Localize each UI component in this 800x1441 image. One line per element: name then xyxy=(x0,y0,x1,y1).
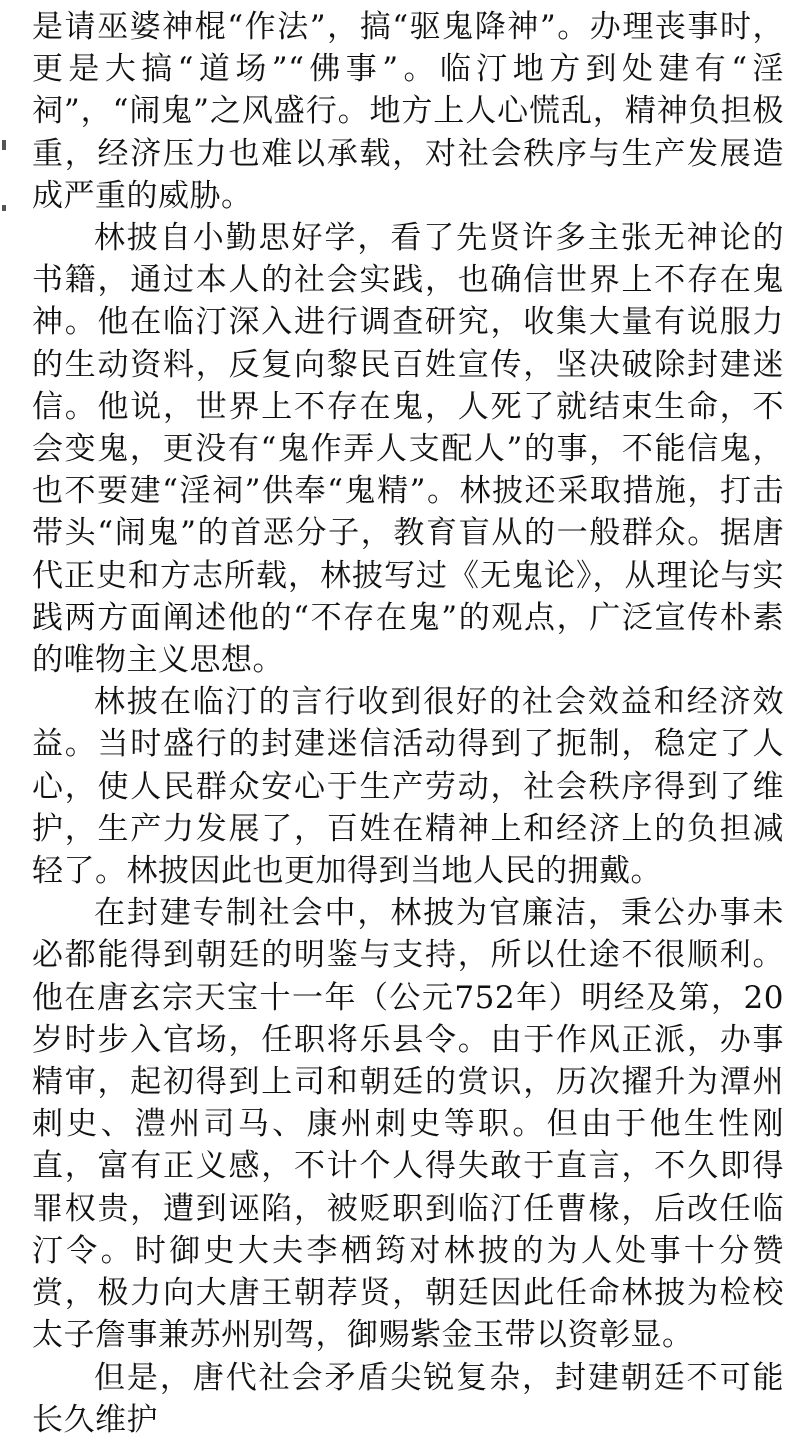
margin-scan-mark xyxy=(2,140,6,150)
paragraph-benefits: 林披在临汀的言行收到很好的社会效益和经济效益。当时盛行的封建迷信活动得到了扼制，稳定了人心，使人民群众安心于生产劳动，社会秩序得到了维护，生产力发展了，百姓在精神上和经济上的负担减轻了。林披因此也更加得到当地人民的拥戴。 xyxy=(32,684,784,890)
margin-scan-mark xyxy=(2,205,6,211)
document-body xyxy=(32,6,784,1441)
paragraph-continuation: 是请巫婆神棍“作法”，搞“驱鬼降神”。办理丧事时，更是大搞“道场”“佛事”。临汀地方到处建有“淫祠”，“闹鬼”之风盛行。地方上人心慌乱，精神负担极重，经济压力也难以承载，对社会秩序与生产发展造成严重的威胁。 xyxy=(32,9,784,214)
paragraph-final: 但是，唐代社会矛盾尖锐复杂，封建朝廷不可能长久维护 xyxy=(32,1359,784,1438)
paragraph-atheism: 林披自小勤思好学，看了先贤许多主张无神论的书籍，通过本人的社会实践，也确信世界上不存在鬼神。他在临汀深入进行调查研究，收集大量有说服力的生动资料，反复向黎民百姓宣传，坚决破除封建迷信。他说，世界上不存在鬼，人死了就结束生命，不会变鬼，更没有“鬼作弄人支配人”的事，不能信鬼，也不要建“淫祠”供奉“鬼精”。林披还采取措施，打击带头“闹鬼”的首恶分子，教育盲从的一般群众。据唐代正史和方志所载，林披写过《无鬼论》，从理论与实践两方面阐述他的“不存在鬼”的观点，广泛宣传朴素的唯物主义思想。 xyxy=(32,220,784,679)
paragraph-career: 在封建专制社会中，林披为官廉洁，秉公办事未必都能得到朝廷的明鉴与支持，所以仕途不很顺利。他在唐玄宗天宝十一年（公元752年）明经及第，20岁时步入官场，任职将乐县令。由于作风正派，办事精审，起初得到上司和朝廷的赏识，历次擢升为潭州刺史、澧州司马、康州刺史等职。但由于他生性刚直，富有正义感，不计个人得失敢于直言，不久即得罪权贵，遭到诬陷，被贬职到临汀任曹椽，后改任临汀令。时御史大夫李栖筠对林披的为人处事十分赞赏，极力向大唐王朝荐贤，朝廷因此任命林披为检校太子詹事兼苏州别驾，御赐紫金玉带以资彰显。 xyxy=(32,895,784,1354)
